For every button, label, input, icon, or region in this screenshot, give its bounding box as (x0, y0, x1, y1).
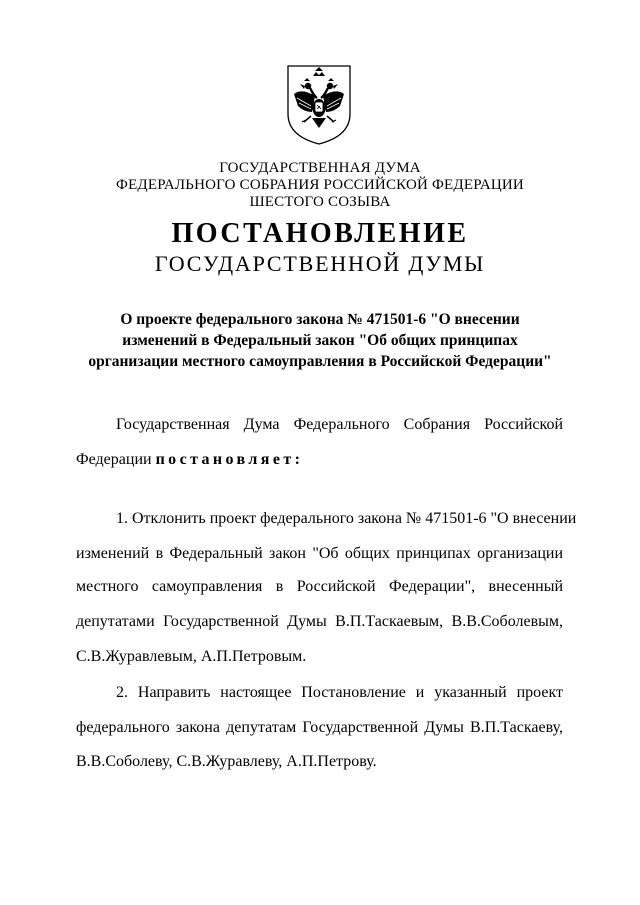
item1-line-4: депутатами Государственной Думы В.П.Таскаевым, В.В.Соболевым, (76, 613, 563, 630)
subject-line-3: организации местного самоуправления в Российской Федерации" (88, 353, 552, 370)
item1-line-3: местного самоуправления в Российской Федерации", внесенный (76, 578, 563, 595)
preamble-line-1: Государственная Дума Федерального Собрания Российской (116, 416, 563, 433)
preamble-word-federation: Федерации (76, 451, 152, 468)
item1-line-1: 1. Отклонить проект федерального закона № 471501-6 "О внесении (116, 510, 577, 527)
resolves-word: постановляет: (155, 451, 304, 468)
coat-of-arms-icon (284, 62, 354, 148)
org-name-line-2: ФЕДЕРАЛЬНОГО СОБРАНИЯ РОССИЙСКОЙ ФЕДЕРАЦИИ (116, 177, 524, 193)
item2-line-2: федерального закона депутатам Государственной Думы В.П.Таскаеву, (76, 719, 563, 736)
document-subtitle: ГОСУДАРСТВЕННОЙ ДУМЫ (154, 251, 486, 276)
item1-line-5: С.В.Журавлевым, А.П.Петровым. (76, 648, 307, 665)
item2-line-1: 2. Направить настоящее Постановление и указанный проект (116, 684, 563, 701)
document-title: ПОСТАНОВЛЕНИЕ (171, 218, 469, 249)
preamble-line-2 (76, 451, 563, 469)
subject-line-1: О проекте федерального закона № 471501-6 "О внесении (120, 311, 520, 328)
org-name-line-1: ГОСУДАРСТВЕННАЯ ДУМА (219, 160, 421, 176)
item1-line-2: изменений в Федеральный закон "Об общих принципах организации (76, 545, 563, 562)
item2-line-3: В.В.Соболеву, С.В.Журавлеву, А.П.Петрову. (76, 753, 377, 770)
convocation-line: ШЕСТОГО СОЗЫВА (249, 194, 391, 210)
subject-line-2: изменений в Федеральный закон "Об общих принципах (122, 332, 518, 349)
